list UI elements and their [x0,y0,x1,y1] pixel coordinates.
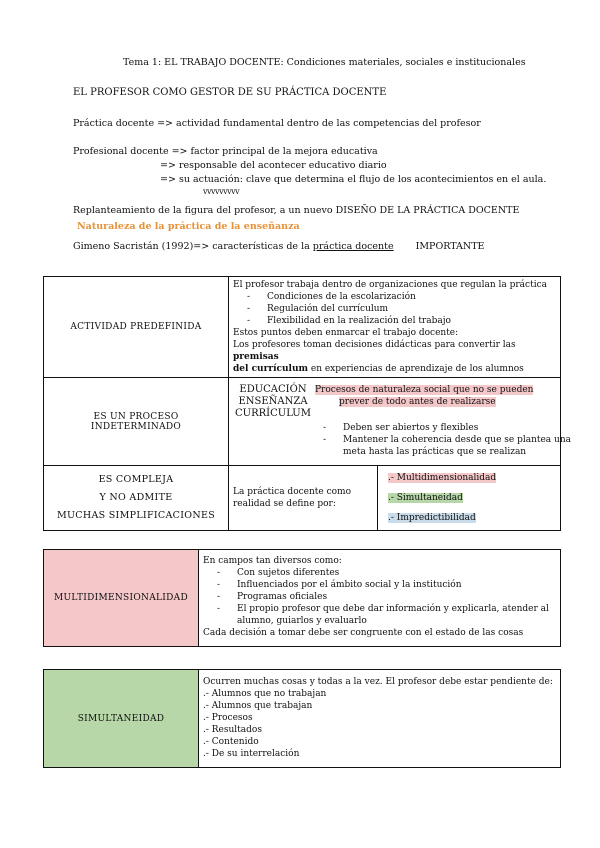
list-item: - Condiciones de la escolarización [245,291,556,303]
proceso-side-words [233,384,313,420]
side-educacion: EDUCACIÓN [239,384,307,395]
compleja-label-3: MUCHAS SIMPLIFICACIONES [56,510,216,521]
simultaneidad-content [199,670,561,768]
list-item: - Influenciados por el ámbito social y la institución [215,579,556,591]
actividad-intro: El profesor trabaja dentro de organizaciones que regulan la práctica [233,280,547,290]
list-item: - Con sujetos diferentes [215,567,556,579]
profesional-line-1: Profesional docente => factor principal de la mejora educativa [73,146,378,157]
list-item: - Mantener la coherencia desde que se plantea una meta hasta las prácticas que se realizan [321,434,571,458]
highlight-line-2: prever de todo antes de realizarse [339,397,496,407]
list-item: - Flexibilidad en la realización del trabajo [245,315,556,327]
simul-intro: Ocurren muchas cosas y todas a la vez. El profesor debe estar pendiente de: [203,677,553,687]
list-item: .- Alumnos que no trabajan [203,689,327,699]
actividad-list [233,291,556,327]
check-marks: vvvvvvvvv [203,187,240,196]
actividad-label: ACTIVIDAD PREDEFINIDA [44,277,229,378]
multi-list [203,567,556,627]
middle-line-2: realidad se define por: [233,499,336,509]
curriculum-bold: del currículum [233,364,309,374]
side-ensenanza: ENSEÑANZA [238,396,308,407]
compleja-label [44,466,229,531]
proceso-highlight [315,384,533,408]
gimeno-prefix: Gimeno Sacristán (1992)=> características de la [73,241,313,252]
premisas-bold: premisas [233,352,279,362]
tag-multidimensionalidad: .- Multidimensionalidad [388,473,497,483]
list-item: .- Procesos [203,713,253,723]
doc-title: Tema 1: EL TRABAJO DOCENTE: Condiciones materiales, sociales e institucionales [123,57,526,68]
profesional-line-2: => responsable del acontecer educativo diario [160,160,387,171]
compleja-middle [229,466,378,531]
proceso-list [309,422,571,458]
tag-impredictibilidad: .- Impredictibilidad [388,513,476,523]
simultaneidad-table [43,669,561,768]
list-item: .- De su interrelación [203,749,300,759]
characteristics-table [43,276,571,531]
proceso-content [229,378,571,466]
multi-intro: En campos tan diversos como: [203,556,342,566]
naturaleza-heading: Naturaleza de la práctica de la enseñanza [77,221,300,232]
actividad-after-2 [233,339,556,363]
multi-outro: Cada decisión a tomar debe ser congruente con el estado de las cosas [203,628,524,638]
list-item: - Programas oficiales [215,591,556,603]
list-item: .- Resultados [203,725,262,735]
replanteamiento-line: Replanteamiento de la figura del profesor, a un nuevo DISEÑO DE LA PRÁCTICA DOCENTE [73,205,520,216]
actividad-content [229,277,561,378]
compleja-label-2: Y NO ADMITE [99,492,173,503]
list-item: - El propio profesor que debe dar información y explicarla, atender al alumno, guiarlos y evaluarlo [215,603,556,627]
after-2-text: Los profesores toman decisiones didácticas para convertir las [233,340,516,350]
gimeno-line [73,241,485,252]
practica-docente-link: práctica docente [312,241,394,252]
practica-line: Práctica docente => actividad fundamental dentro de las competencias del profesor [73,118,481,129]
section-heading: EL PROFESOR COMO GESTOR DE SU PRÁCTICA DOCENTE [73,87,387,98]
tag-simultaneidad: .- Simultaneidad [388,493,463,503]
actividad-after-1: Estos puntos deben enmarcar el trabajo docente: [233,328,459,338]
proceso-label: ES UN PROCESO INDETERMINADO [44,378,229,466]
after-3-text: en experiencias de aprendizaje de los alumnos [308,364,524,374]
list-item: .- Contenido [203,737,259,747]
list-item: - Deben ser abiertos y flexibles [321,422,571,434]
multidimensionalidad-table [43,549,561,647]
compleja-tags [378,466,561,531]
multidimensionalidad-label: MULTIDIMENSIONALIDAD [44,550,199,647]
actividad-after-3 [233,363,556,375]
list-item: .- Alumnos que trabajan [203,701,313,711]
highlight-line-1: Procesos de naturaleza social que no se pueden [315,385,534,395]
importante-tag: IMPORTANTE [415,241,485,252]
side-curriculum: CURRÍCULUM [235,408,311,419]
simultaneidad-label: SIMULTANEIDAD [44,670,199,768]
middle-line-1: La práctica docente como [233,487,351,497]
list-item: - Regulación del currículum [245,303,556,315]
multidimensionalidad-content [199,550,561,647]
profesional-line-3: => su actuación: clave que determina el flujo de los acontecimientos en el aula. [160,174,547,185]
compleja-label-1: ES COMPLEJA [98,474,174,485]
